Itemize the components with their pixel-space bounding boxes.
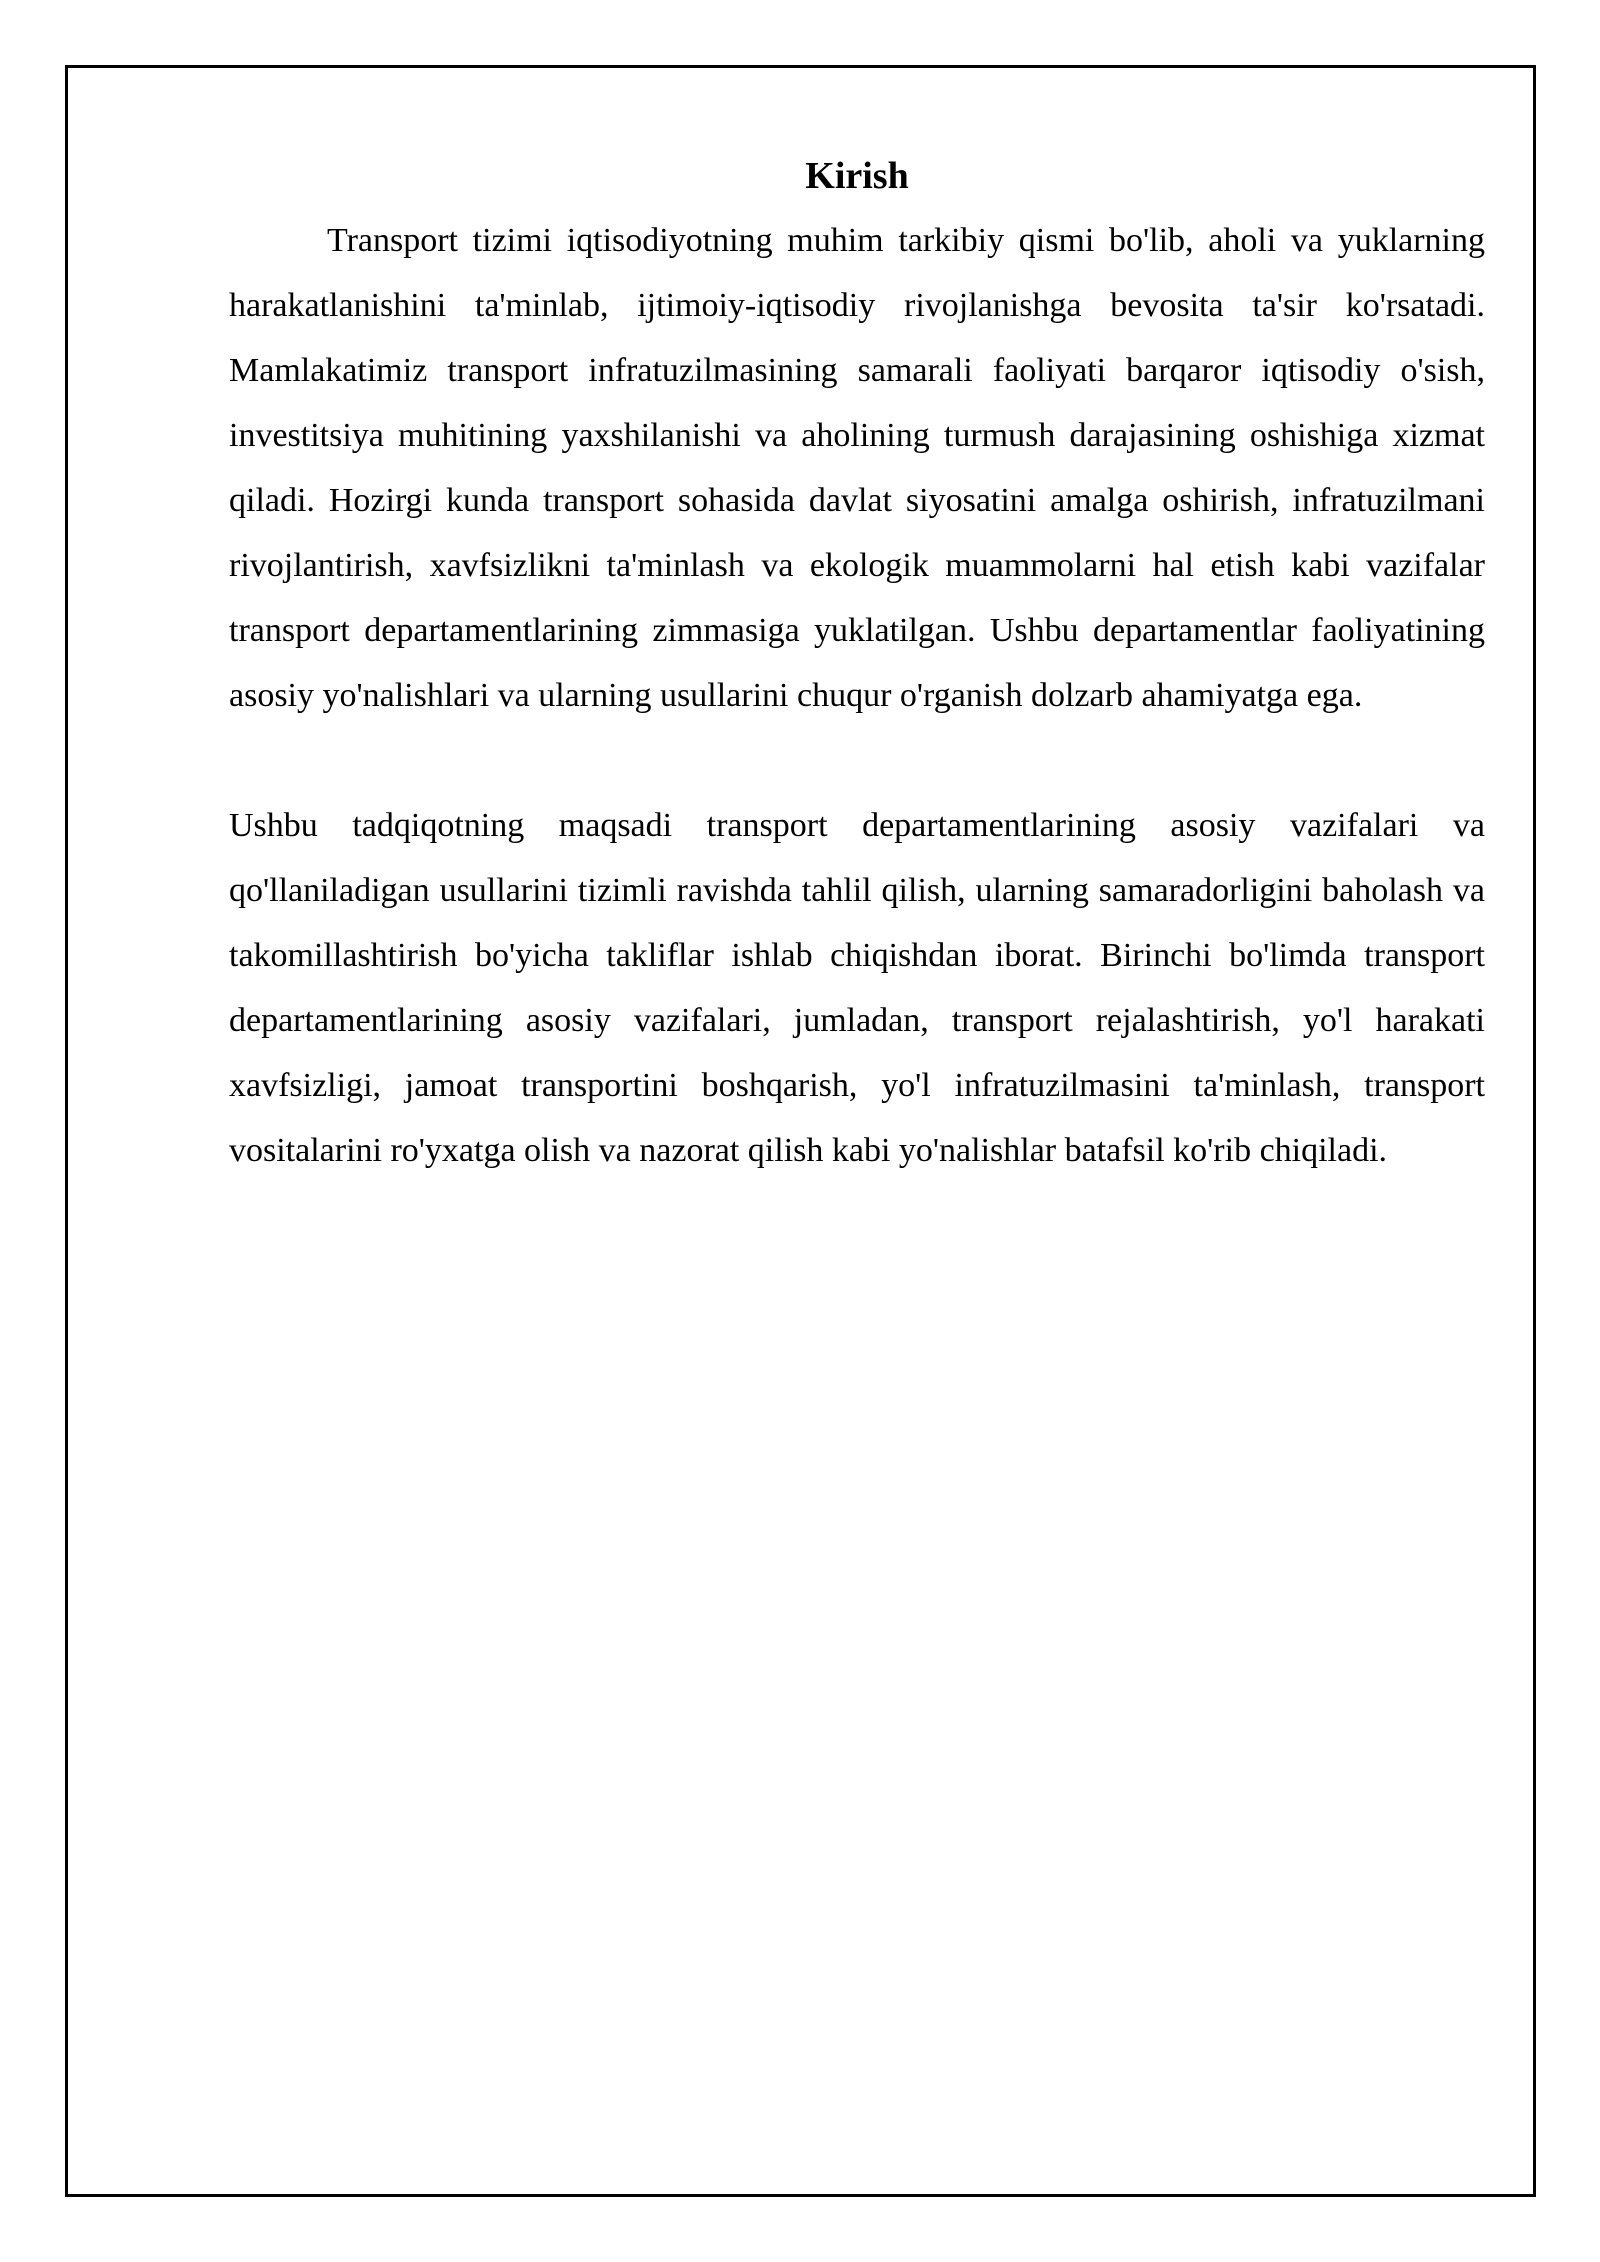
paragraph-intro: Transport tizimi iqtisodiyotning muhim tarkibiy qismi bo'lib, aholi va yuklarning harakatlanishini ta'minlab, ijtimoiy-iqtisodiy rivojlanishga bevosita ta'sir ko'rsatadi. Mamlakatimiz transport infratuzilmasining samarali faoliyati barqaror iqtisodiy o'sish, investitsiya muhitining yaxshilanishi va aholining turmush darajasining oshishiga xizmat qiladi. Hozirgi kunda transport sohasida davlat siyosatini amalga oshirish, infratuzilmani rivojlantirish, xavfsizlikni ta'minlash va ekologik muammolarni hal etish kabi vazifalar transport departamentlarining zimmasiga yuklatilgan. Ushbu departamentlar faoliyatining asosiy yo'nalishlari va ularning usullarini chuqur o'rganish dolzarb ahamiyatga ega.: [229, 222, 1485, 714]
paragraph-spacer: [229, 728, 1485, 793]
document-title: Kirish: [805, 155, 909, 197]
document-body: [229, 150, 1485, 1183]
paragraph-goal: Ushbu tadqiqotning maqsadi transport departamentlarining asosiy vazifalari va qo'llaniladigan usullarini tizimli ravishda tahlil qilish, ularning samaradorligini baholash va takomillashtirish bo'yicha takliflar ishlab chiqishdan iborat. Birinchi bo'limda transport departamentlarining asosiy vazifalari, jumladan, transport rejalashtirish, yo'l harakati xavfsizligi, jamoat transportini boshqarish, yo'l infratuzilmasini ta'minlash, transport vositalarini ro'yxatga olish va nazorat qilish kabi yo'nalishlar batafsil ko'rib chiqiladi.: [229, 807, 1485, 1169]
